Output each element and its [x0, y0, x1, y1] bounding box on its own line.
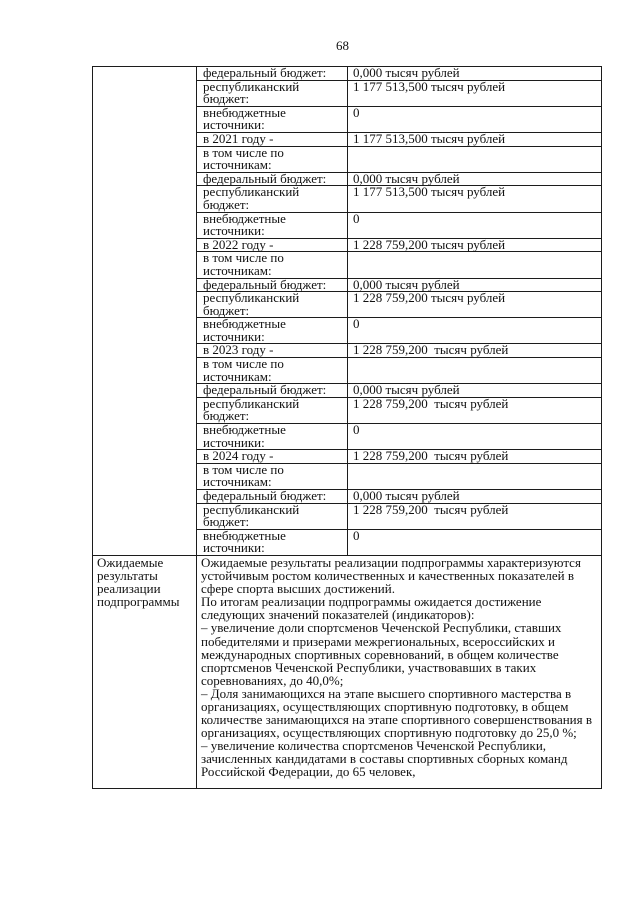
- source-label: внебюджетные источники:: [197, 106, 348, 132]
- source-label: внебюджетные источники:: [197, 212, 348, 238]
- text-line: По итогам реализации подпрограммы ожидается достижение: [201, 594, 542, 610]
- year-label: в 2023 году -: [197, 344, 348, 358]
- source-label: республиканский бюджет:: [197, 503, 348, 529]
- breakdown-label: в том числе по источникам:: [197, 358, 348, 384]
- text-line: Российской Федерации, до 65 человек,: [201, 764, 416, 780]
- source-amount: 1 177 513,500 тысяч рублей: [348, 186, 602, 212]
- text-line: зачисленных кандидатами в составы спортивных сборных команд: [201, 751, 568, 767]
- source-label: республиканский бюджет:: [197, 186, 348, 212]
- source-label: федеральный бюджет:: [197, 490, 348, 504]
- page-number: 68: [336, 38, 349, 53]
- source-amount: 0,000 тысяч рублей: [348, 67, 602, 81]
- source-amount: 1 177 513,500 тысяч рублей: [348, 80, 602, 106]
- source-amount: 1 228 759,200 тысяч рублей: [348, 397, 602, 423]
- breakdown-label: в том числе по источникам:: [197, 146, 348, 172]
- source-amount: 0: [348, 318, 602, 344]
- text-line: количестве занимающихся на этапе спортивного совершенствования в: [201, 712, 593, 728]
- text-line: победителями и призерами межрегиональных, всероссийских и: [201, 633, 555, 649]
- source-label: республиканский бюджет:: [197, 397, 348, 423]
- breakdown-empty-cell: [348, 463, 602, 489]
- year-label: в 2024 году -: [197, 450, 348, 464]
- text-line: организациях, осуществляющих спортивную подготовку, в общем: [201, 699, 569, 714]
- breakdown-label: в том числе по источникам:: [197, 463, 348, 489]
- expected-results-label: Ожидаемые результаты реализации подпрограммы: [93, 555, 197, 788]
- source-amount: 0: [348, 106, 602, 132]
- subprogram-passport-table: [92, 66, 602, 789]
- source-label: федеральный бюджет:: [197, 67, 348, 81]
- year-total-amount: 1 228 759,200 тысяч рублей: [348, 238, 602, 252]
- source-label: внебюджетные источники:: [197, 318, 348, 344]
- source-label: внебюджетные источники:: [197, 424, 348, 450]
- expected-results-text: [197, 555, 602, 788]
- text-line: следующих значений показателей (индикаторов):: [201, 607, 475, 623]
- source-amount: 0,000 тысяч рублей: [348, 278, 602, 292]
- source-amount: 0: [348, 529, 602, 555]
- source-label: республиканский бюджет:: [197, 292, 348, 318]
- source-amount: 1 228 759,200 тысяч рублей: [348, 503, 602, 529]
- source-label: федеральный бюджет:: [197, 172, 348, 186]
- text-line: – увеличение количества спортсменов Чеченской Республики,: [201, 738, 547, 754]
- text-line: – увеличение доли спортсменов Чеченской Республики, ставших: [201, 620, 562, 636]
- empty-section-label-cell: [93, 67, 197, 556]
- source-amount: 0,000 тысяч рублей: [348, 384, 602, 398]
- source-amount: 0,000 тысяч рублей: [348, 490, 602, 504]
- text-line: организациях, осуществляющих спортивную подготовку до 25,0 %;: [201, 725, 577, 741]
- year-total-amount: 1 228 759,200 тысяч рублей: [348, 344, 602, 358]
- text-line: сфере спорта высших достижений.: [201, 581, 395, 597]
- year-total-amount: 1 177 513,500 тысяч рублей: [348, 132, 602, 146]
- source-label: федеральный бюджет:: [197, 384, 348, 398]
- text-line: Ожидаемые результаты реализации подпрограммы характеризуются: [201, 554, 581, 570]
- source-amount: 0,000 тысяч рублей: [348, 172, 602, 186]
- source-label: внебюджетные источники:: [197, 529, 348, 555]
- source-amount: 0: [348, 424, 602, 450]
- year-label: в 2022 году -: [197, 238, 348, 252]
- text-line: – Доля занимающихся на этапе высшего спортивного мастерства в: [201, 685, 572, 701]
- text-line: устойчивым ростом количественных и качественных показателей в: [201, 568, 575, 584]
- breakdown-label: в том числе по источникам:: [197, 252, 348, 278]
- breakdown-empty-cell: [348, 146, 602, 172]
- text-line: соревнованиях, до 40,0%;: [201, 672, 344, 688]
- source-amount: 0: [348, 212, 602, 238]
- breakdown-empty-cell: [348, 252, 602, 278]
- source-label: республиканский бюджет:: [197, 80, 348, 106]
- breakdown-empty-cell: [348, 358, 602, 384]
- year-label: в 2021 году -: [197, 132, 348, 146]
- text-line: спортсменов Чеченской Республики, участвовавших в таких: [201, 659, 537, 675]
- source-amount: 1 228 759,200 тысяч рублей: [348, 292, 602, 318]
- text-line: международных спортивных соревнований, в общем количестве: [201, 646, 559, 662]
- year-total-amount: 1 228 759,200 тысяч рублей: [348, 450, 602, 464]
- funding-source-row: [93, 67, 602, 81]
- expected-results-row: [93, 555, 602, 788]
- source-label: федеральный бюджет:: [197, 278, 348, 292]
